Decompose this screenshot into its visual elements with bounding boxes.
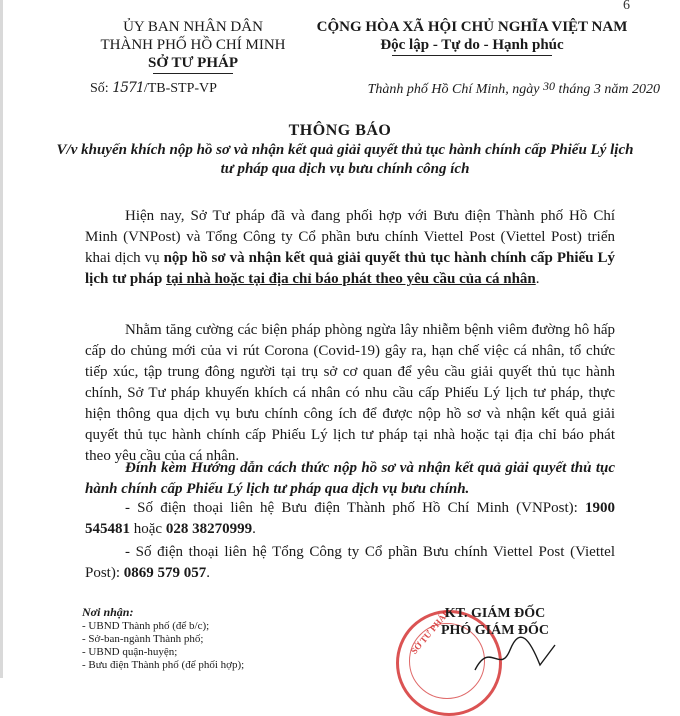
service-name: nộp hồ sơ và nhận kết quả giải quyết thủ tục hành chính cấp Phiếu Lý lịch tư pháp <box>85 250 615 287</box>
issuer-org-line2: THÀNH PHỐ HỒ CHÍ MINH <box>100 37 286 53</box>
issuer-department: SỞ TƯ PHÁP <box>147 55 238 71</box>
stamp-text: SỞ TƯ PHÁP <box>408 608 452 656</box>
recipient-item: - UBND quận-huyện; <box>82 646 178 658</box>
corner-mark: 6 <box>623 0 630 13</box>
recipient-item: - Bưu điện Thành phố (để phối hợp); <box>82 659 245 671</box>
national-header <box>292 18 652 56</box>
recipient-item: - Sở-ban-ngành Thành phố; <box>82 633 204 645</box>
issuer-header <box>78 18 308 74</box>
signer-title: PHÓ GIÁM ĐỐC <box>440 623 550 638</box>
place-date-suffix: tháng 3 năm 2020 <box>555 82 660 97</box>
recipients-block <box>82 606 244 672</box>
vnpost-phone-1: 1900 545481 <box>85 500 615 537</box>
document-number-handwritten: 1571 <box>112 80 144 96</box>
motto-divider <box>392 55 552 56</box>
handwritten-signature <box>470 630 560 678</box>
nation-name: CỘNG HÒA XÃ HỘI CHỦ NGHĨA VIỆT NAM <box>316 19 628 35</box>
issuer-divider <box>153 73 233 74</box>
signer-authority: KT. GIÁM ĐỐC <box>444 606 546 621</box>
document-number <box>90 80 217 97</box>
place-date-prefix: Thành phố Hồ Chí Minh, ngày <box>367 82 543 97</box>
contact-vnpost: - Số điện thoại liên hệ Bưu điện Thành phố Hồ Chí Minh (VNPost): 1900 545481 hoặc 028 38270999. <box>85 500 615 537</box>
delivery-location: tại nhà hoặc tại địa chỉ báo phát theo yêu cầu của cá nhân <box>166 271 536 287</box>
scan-edge <box>0 0 3 678</box>
national-motto: Độc lập - Tự do - Hạnh phúc <box>380 37 564 53</box>
document-subject: V/v khuyến khích nộp hồ sơ và nhận kết quả giải quyết thủ tục hành chính cấp Phiếu Lý lịch tư pháp qua dịch vụ bưu chính công ích <box>56 142 634 177</box>
paragraph-covid: Nhằm tăng cường các biện pháp phòng ngừa lây nhiễm bệnh viêm đường hô hấp cấp do chủng mới của vi rút Corona (Covid-19) gây ra, hạn chế việc cá nhân, tổ chức tiếp xúc, tập trung đông người tại trụ sở cơ quan để yêu cầu giải quyết thủ tục hành chính, Sở Tư pháp khuyến khích cá nhân có nhu cầu cấp Phiếu Lý lịch tư pháp, thực hiện thông qua dịch vụ bưu chính công ích để được nộp hồ sơ và nhận kết quả giải quyết thủ tục hành chính cấp Phiếu Lý lịch tư pháp tại nhà hoặc tại địa chỉ báo phát theo yêu cầu của cá nhân. <box>85 322 615 464</box>
day-handwritten: 30 <box>543 79 555 93</box>
viettel-post-phone: 0869 579 057 <box>123 565 207 581</box>
place-date <box>300 79 660 98</box>
paragraph-intro: Hiện nay, Sở Tư pháp đã và đang phối hợp với Bưu điện Thành phố Hồ Chí Minh (VNPost) và Tổng Công ty Cổ phần bưu chính Viettel Post (Viettel Post) triển khai dịch vụ nộp hồ sơ và nhận kết quả giải quyết thủ tục hành chính cấp Phiếu Lý lịch tư pháp tại nhà hoặc tại địa chỉ báo phát theo yêu cầu của cá nhân. <box>85 208 615 287</box>
issuer-org-line1: ỦY BAN NHÂN DÂN <box>123 19 263 35</box>
vnpost-phone-2: 028 38270999 <box>165 521 253 537</box>
document-title: THÔNG BÁO <box>288 122 392 139</box>
recipients-title: Nơi nhận: <box>82 605 134 619</box>
paragraph-attachment: Đính kèm Hướng dẫn cách thức nộp hồ sơ và nhận kết quả giải quyết thủ tục hành chính cấp Phiếu Lý lịch tư pháp qua dịch vụ bưu chính. <box>85 460 615 497</box>
document-number-suffix: /TB-STP-VP <box>143 81 217 96</box>
document-number-prefix: Số: <box>90 81 113 96</box>
recipient-item: - UBND Thành phố (để b/c); <box>82 620 210 632</box>
contact-viettel-post: - Số điện thoại liên hệ Tổng Công ty Cổ phần Bưu chính Viettel Post (Viettel Post): 0869 579 057. <box>85 544 615 581</box>
